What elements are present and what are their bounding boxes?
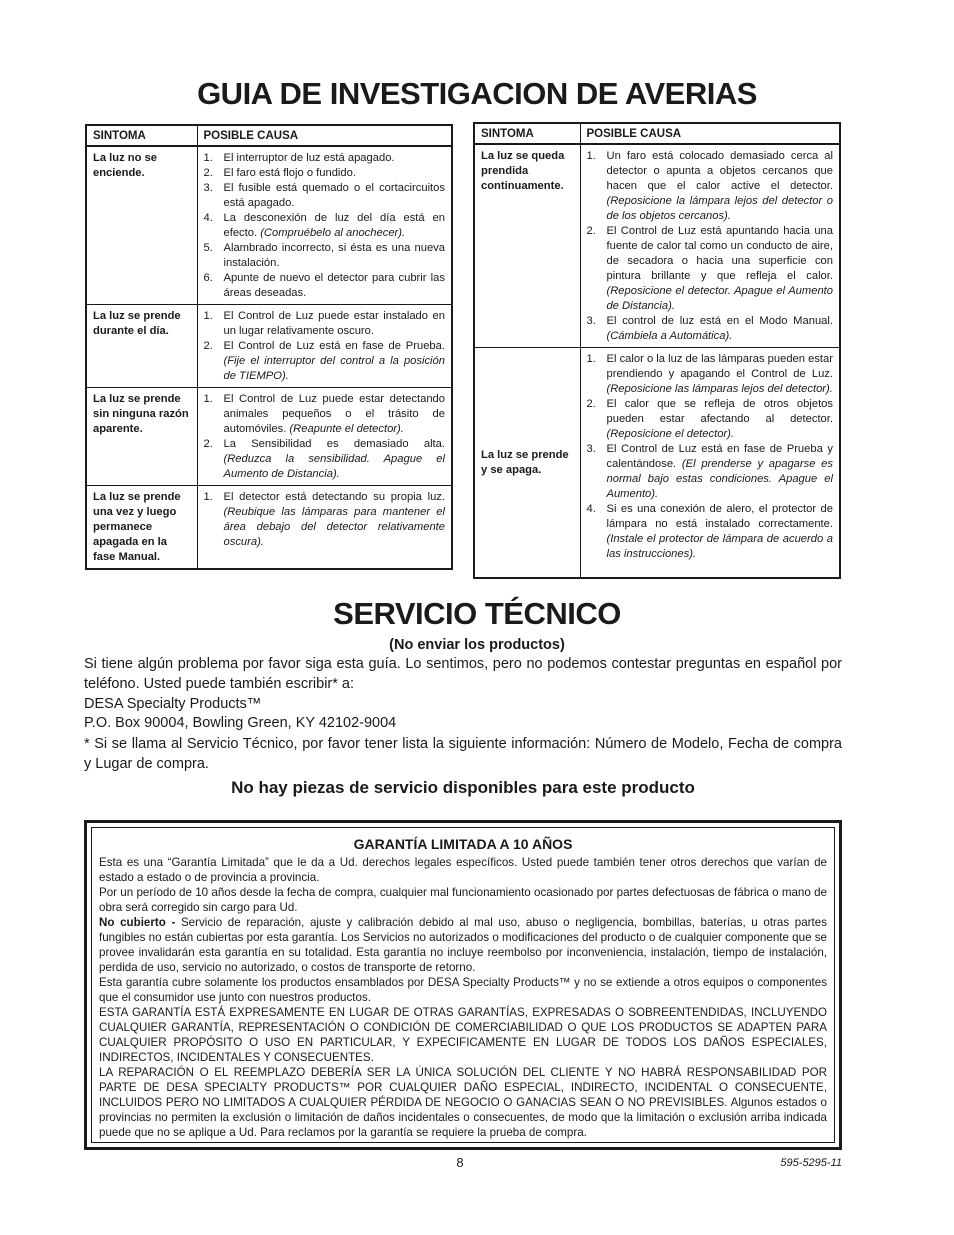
warranty-paragraph: ESTA GARANTÍA ESTÁ EXPRESAMENTE EN LUGAR DE OTRAS GARANTÍAS, EXPRESADAS O SOBREENTENDIDAS, INCLUYENDO CUALQUIER GARANTÍA, REPRESENTACIÓN O CONDICIÓN DE COMERCIABILIDAD O QUE LOS PRODUCTOS SE ADAPTEN PARA CUALQUIER PROPÓSITO O USO EN PARTICULAR, Y EXPECIFICAMENTE EN LUGAR DE TODOS LOS DAÑOS ESPECIALES, INDIRECTOS, INCIDENTALES Y CONSECUENTES.	[99, 1006, 827, 1064]
table-row	[86, 146, 452, 305]
cause-remedy-text: (Reposicione la lámpara lejos del detector o de los objetos cercanos).	[606, 195, 833, 222]
cause-remedy-text: (Reposicione las lámparas lejos del detector).	[606, 383, 833, 395]
cause-item	[224, 437, 446, 482]
cause-text: El faro está flojo o fundido.	[223, 167, 356, 179]
cause-item	[607, 314, 834, 344]
cause-text: Alambrado incorrecto, si ésta es una nueva instalación.	[223, 242, 445, 269]
cause-item	[224, 271, 446, 301]
warranty-paragraph: Esta garantía cubre solamente los productos ensamblados por DESA Specialty Products™ y no se extiende a otros equipos o componentes que el consumidor use junto con nuestros productos.	[99, 976, 827, 1004]
cause-text: El Control de Luz puede estar detectando animales pequeños o el trásito de automóviles.	[223, 393, 445, 435]
table-row	[86, 486, 452, 570]
cause-item	[607, 502, 834, 562]
cause-text: La desconexión de luz del día está en efecto.	[223, 212, 445, 239]
header-posible-causa: POSIBLE CAUSA	[197, 125, 452, 146]
cause-text: El Control de Luz está apuntando hacia una fuente de calor tal como un conducto de aire, de secadora o hacia una superficie con pintura brillante y que refleja el calor.	[606, 225, 833, 282]
service-address: P.O. Box 90004, Bowling Green, KY 42102-9004	[84, 715, 397, 731]
warranty-caps-text: LA REPARACIÓN O EL REEMPLAZO DEBERÍA SER LA ÚNICA SOLUCIÓN DEL CLIENTE Y NO HABRÁ RESPONSABILIDAD POR PARTE DE DESA SPECIALTY PRODUCTS™ POR CUALQUIER DAÑO ESPECIAL, INDIRECTO, INCIDENTAL O CONSECUENTE, INCLUIDOS PERO NO LIMITADOS A CUALQUIER PÉRDIDA DE NEGOCIO O GANACIAS SEAN O NO PREVISIBLES.	[99, 1066, 827, 1109]
cause-text: Un faro está colocado demasiado cerca al detector o apunta a objetos cercanos que hacen que el calor active el detector.	[606, 150, 833, 192]
cause-list	[587, 149, 834, 344]
symptom-cell: La luz no se enciende.	[86, 146, 197, 305]
cause-remedy-text: (Reduzca la sensibilidad. Apague el Aumento de Distancia).	[223, 453, 445, 480]
symptom-cell: La luz se prende y se apaga.	[474, 348, 580, 578]
cause-cell	[580, 348, 840, 578]
cause-text: El fusible está quemado o el cortacircuitos está apagado.	[223, 182, 445, 209]
warranty-title: GARANTÍA LIMITADA A 10 AÑOS	[353, 836, 573, 852]
troubleshooting-title: GUIA DE INVESTIGACION DE AVERIAS	[197, 76, 757, 111]
cause-item	[224, 392, 446, 437]
cause-text: La Sensibilidad es demasiado alta.	[223, 438, 445, 450]
cause-remedy-text: (Fije el interruptor del control a la posición de TIEMPO).	[223, 355, 445, 382]
troubleshooting-table-right	[473, 122, 841, 579]
cause-list	[204, 392, 446, 482]
cause-text: El calor que se refleja de otros objetos pueden estar afectando al detector.	[606, 398, 833, 425]
cause-cell	[197, 486, 452, 570]
cause-item	[607, 224, 834, 314]
cause-text: El Control de Luz está en fase de Prueba y calentándose.	[606, 443, 833, 470]
cause-remedy-text: (Cámbiela a Automática).	[606, 330, 733, 342]
cause-cell	[197, 388, 452, 486]
cause-text: Apunte de nuevo el detector para cubrir las áreas deseadas.	[223, 272, 445, 299]
cause-list	[587, 352, 834, 562]
cause-item	[607, 442, 834, 502]
cause-item	[607, 352, 834, 397]
warranty-paragraph: Por un período de 10 años desde la fecha de compra, cualquier mal funcionamiento ocasionado por partes defectuosas de fábrica o mano de obra será corregido sin cargo para Ud.	[99, 886, 827, 914]
service-note: * Si se llama al Servicio Técnico, por favor tener lista la siguiente información: Número de Modelo, Fecha de compra y Lugar de compra.	[84, 736, 842, 772]
cause-list	[204, 490, 446, 550]
service-company: DESA Specialty Products™	[84, 696, 262, 712]
service-intro: Si tiene algún problema por favor siga esta guía. Lo sentimos, pero no podemos contestar preguntas en español por teléfono. Usted puede también escribir* a:	[84, 656, 842, 692]
symptom-cell: La luz se prende una vez y luego permanece apagada en la fase Manual.	[86, 486, 197, 570]
cause-item	[224, 181, 446, 211]
cause-text: El interruptor de luz está apagado.	[223, 152, 395, 164]
cause-item	[224, 151, 446, 166]
cause-text: El detector está detectando su propia luz.	[223, 491, 445, 503]
table-row	[86, 388, 452, 486]
cause-text: Si es una conexión de alero, el protector de lámpara no está instalado correctamente.	[606, 503, 833, 530]
warranty-rest-text: Algunos estados o provincias no permiten la exclusión o limitación de daños incidentales o consecuentes, de modo que la limitación o exclusión arriba indicada puede que no se aplique a Ud. Para reclamos por la garantía se requiere la prueba de compra.	[99, 1096, 827, 1139]
cause-remedy-text: (Reubique las lámparas para mantener el área debajo del detector relativamente oscura).	[223, 506, 445, 548]
cause-remedy-text: (Reposicione el detector).	[606, 428, 734, 440]
cause-remedy-text: (Compruébelo al anochecer).	[260, 227, 406, 239]
cause-item	[224, 166, 446, 181]
symptom-cell: La luz se prende durante el día.	[86, 305, 197, 388]
cause-cell	[197, 305, 452, 388]
cause-cell	[580, 144, 840, 348]
cause-remedy-text: (Instale el protector de lámpara de acuerdo a las instrucciones).	[606, 533, 833, 560]
header-sintoma: SINTOMA	[86, 125, 197, 146]
header-sintoma: SINTOMA	[474, 123, 580, 144]
cause-item	[224, 490, 446, 550]
cause-item	[224, 211, 446, 241]
warranty-inner-border	[91, 827, 835, 1143]
cause-text: El calor o la luz de las lámparas pueden estar prendiendo y apagando el Control de Luz.	[606, 353, 833, 380]
cause-cell	[197, 146, 452, 305]
document-number: 595-5295-11	[780, 1157, 842, 1169]
symptom-cell: La luz se prende sin ninguna razón aparente.	[86, 388, 197, 486]
cause-item	[607, 397, 834, 442]
warranty-paragraph	[99, 915, 827, 975]
service-subtitle: (No enviar los productos)	[389, 637, 565, 653]
header-posible-causa: POSIBLE CAUSA	[580, 123, 840, 144]
troubleshooting-table-left	[85, 124, 453, 570]
warranty-box	[84, 820, 842, 1150]
cause-item	[607, 149, 834, 224]
cause-remedy-text: (Reposicione el detector. Apague el Aumento de Distancia).	[606, 285, 833, 312]
warranty-not-covered-text: Servicio de reparación, ajuste y calibración debido al mal uso, abuso o negligencia, bombillas, baterías, u otras partes fungibles no están cubiertas por esta garantía. Los Servicios no autorizados o modificaciones del producto o de cualquier componente que se provee invalidarán esta garantía en su totalidad. Esta garantía no incluye reembolso por inconveniencia, instalación, tiempo de instalación, perdida de uso, servicio no autorizado, o costos de transporte de retorno.	[99, 916, 827, 974]
warranty-not-covered-label: No cubierto -	[99, 916, 181, 929]
cause-item	[224, 241, 446, 271]
service-title: SERVICIO TÉCNICO	[333, 596, 621, 631]
cause-remedy-text: (Reapunte el detector).	[289, 423, 404, 435]
symptom-cell: La luz se queda prendida continuamente.	[474, 144, 580, 348]
cause-list	[204, 151, 446, 301]
warranty-paragraph	[99, 1065, 827, 1140]
cause-item	[224, 339, 446, 384]
warranty-paragraph: Esta es una “Garantía Limitada” que le da a Ud. derechos legales específicos. Usted puede también tener otros derechos que varían de estado a estado o de provincia a provincia.	[99, 856, 827, 884]
cause-text: El Control de Luz puede estar instalado en un lugar relativamente oscuro.	[223, 310, 445, 337]
table-row	[474, 348, 840, 578]
cause-text: El Control de Luz está en fase de Prueba.	[223, 340, 445, 352]
cause-item	[224, 309, 446, 339]
cause-remedy-text: (El prenderse y apagarse es normal bajo estas condiciones. Apague el Aumento).	[606, 458, 834, 500]
table-row	[86, 305, 452, 388]
page-number: 8	[456, 1155, 464, 1170]
no-parts-notice: No hay piezas de servicio disponibles para este producto	[231, 778, 695, 797]
cause-list	[204, 309, 446, 384]
table-row	[474, 144, 840, 348]
cause-text: El control de luz está en el Modo Manual.	[606, 315, 833, 327]
